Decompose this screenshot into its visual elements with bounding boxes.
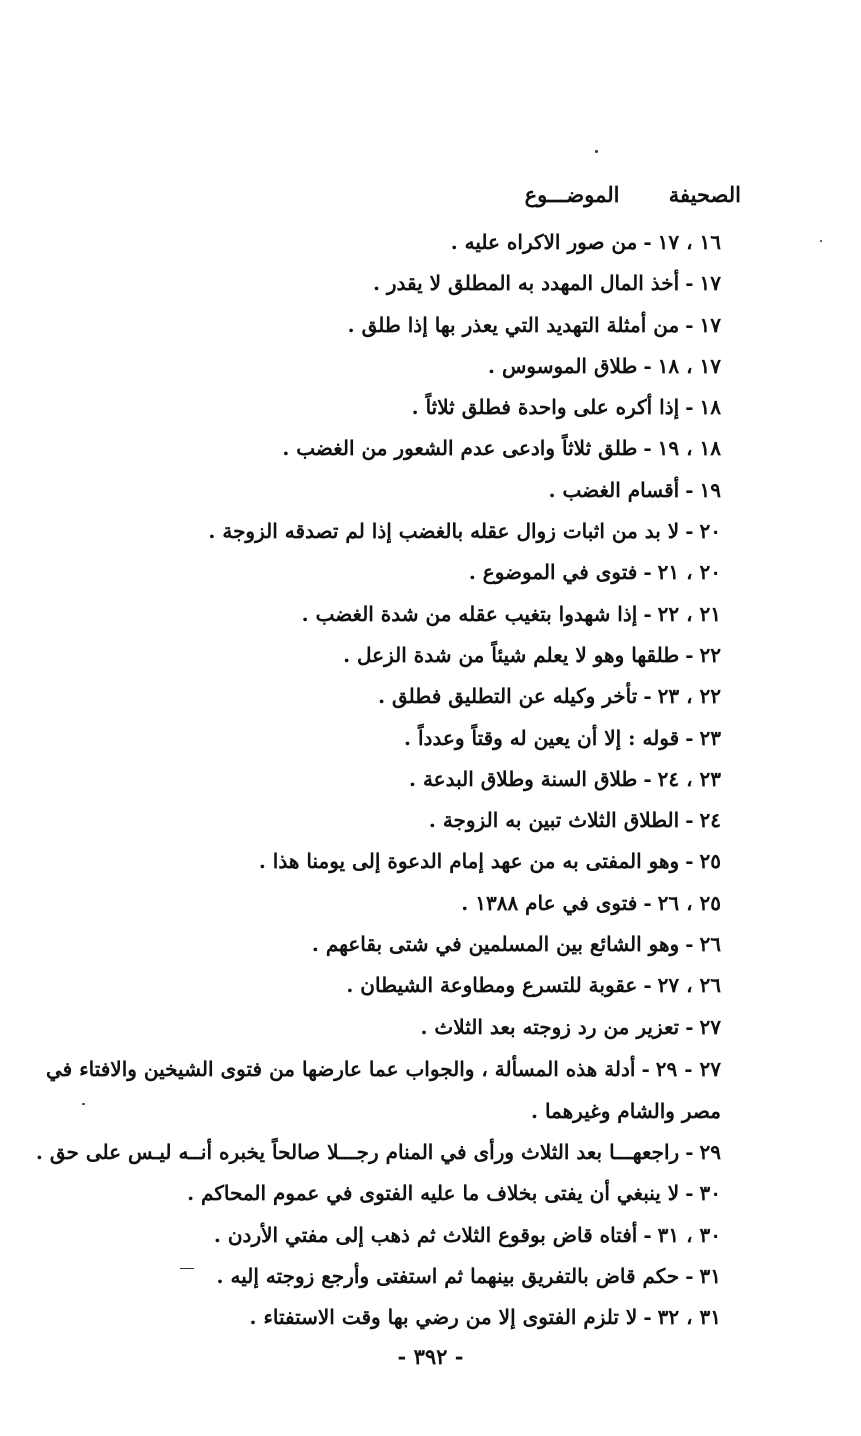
index-entry: ٣٠ ، ٣١-أفتاه قاض بوقوع الثلاث ثم ذهب إلى مفتي الأردن . [213, 1222, 721, 1247]
entry-pages: ١٨ [699, 395, 721, 420]
entry-pages: ٢٣ [699, 725, 721, 750]
entry-text: الطلاق الثلاث تبين به الزوجة . [428, 808, 680, 833]
entry-pages: ٢٦ ، ٢٧ [657, 973, 721, 998]
entry-pages: ١٩ [699, 477, 721, 502]
index-entry: ٢٧ - ٢٩-أدلة هذه المسألة ، والجواب عما عارضها من فتوى الشيخين والافتاء في مصر والشام وغيرهما . [46, 1056, 721, 1123]
index-entry: ٢٣ ، ٢٤-طلاق السنة وطلاق البدعة . [409, 766, 721, 791]
index-entry: ٣٠-لا ينبغي أن يفتى بخلاف ما عليه الفتوى في عموم المحاكم . [187, 1181, 721, 1206]
entry-pages: ٢٤ [699, 808, 721, 833]
entry-pages: ١٨ ، ١٩ [657, 436, 721, 461]
entry-pages: ٢٧ - ٢٩ [655, 1056, 721, 1081]
index-entry: ٣١-حكم قاض بالتفريق بينهما ثم استفتى وأرجع زوجته إليه . [216, 1263, 721, 1288]
scan-speck [82, 1103, 85, 1105]
index-entry: ٢٠-لا بد من اثبات زوال عقله بالغضب إذا لم تصدقه الزوجة . [208, 519, 721, 544]
entry-pages: ٢٣ ، ٢٤ [657, 766, 721, 791]
entry-text: من أمثلة التهديد التي يعذر بها إذا طلق . [347, 312, 680, 337]
entry-text: أفتاه قاض بوقوع الثلاث ثم ذهب إلى مفتي الأردن . [213, 1222, 638, 1247]
entry-text: من صور الاكراه عليه . [450, 230, 638, 254]
index-entry: ٢٣-قوله : إلا أن يعين له وقتاً وعدداً . [404, 725, 721, 750]
index-entry: ١٧-أخذ المال المهدد به المطلق لا يقدر . [372, 271, 721, 296]
entry-text: قوله : إلا أن يعين له وقتاً وعدداً . [404, 725, 680, 750]
entry-pages: ٢٠ [699, 519, 721, 544]
entry-pages: ١٧ ، ١٨ [657, 353, 721, 378]
entry-text: فتوى في الموضوع . [468, 560, 638, 585]
entry-text: طلق ثلاثاً وادعى عدم الشعور من الغضب . [282, 436, 638, 461]
entry-pages: ١٧ [699, 271, 721, 296]
entry-text: أخذ المال المهدد به المطلق لا يقدر . [372, 271, 680, 296]
table-header [525, 182, 741, 207]
entry-pages: ١٧ [699, 312, 721, 337]
entry-pages: ٣٠ [699, 1181, 721, 1206]
entry-text: لا تلزم الفتوى إلا من رضي بها وقت الاستفتاء . [249, 1305, 638, 1330]
index-entry: ٢٧-تعزير من رد زوجته بعد الثلاث . [420, 1014, 721, 1039]
index-entry: ٢٥ ، ٢٦-فتوى في عام ١٣٨٨ . [461, 890, 721, 915]
scan-speck [595, 150, 598, 153]
entry-text: طلاق الموسوس . [488, 353, 638, 378]
entry-pages: ٢٥ [699, 849, 721, 874]
entry-text: لا بد من اثبات زوال عقله بالغضب إذا لم تصدقه الزوجة . [208, 519, 680, 544]
index-entry: ١٩-أقسام الغضب . [548, 477, 721, 502]
entry-pages: ٢١ ، ٢٢ [657, 601, 721, 626]
index-entry: ١٧ ، ١٨-طلاق الموسوس . [488, 353, 721, 378]
index-entry: ٢٠ ، ٢١-فتوى في الموضوع . [468, 560, 721, 585]
entry-text: حكم قاض بالتفريق بينهما ثم استفتى وأرجع زوجته إليه . [216, 1263, 680, 1288]
entry-text: إذا أكره على واحدة فطلق ثلاثاً . [411, 395, 680, 420]
index-entry: ٢١ ، ٢٢-إذا شهدوا بتغيب عقله من شدة الغضب . [301, 601, 721, 626]
entry-pages: ٢٩ [699, 1139, 721, 1164]
entry-text: طلاق السنة وطلاق البدعة . [409, 766, 638, 791]
index-entry: ١٧-من أمثلة التهديد التي يعذر بها إذا طلق . [347, 312, 721, 337]
entry-pages: ٢٦ [699, 932, 721, 957]
entry-pages: ٣١ ، ٣٢ [657, 1305, 721, 1330]
index-entry: ٢٢ ، ٢٣-تأخر وكيله عن التطليق فطلق . [378, 684, 721, 709]
entry-text: وهو الشائع بين المسلمين في شتى بقاعهم . [311, 932, 680, 957]
index-entry: ٢٦ ، ٢٧-عقوبة للتسرع ومطاوعة الشيطان . [346, 973, 721, 998]
index-entry: ١٨ ، ١٩-طلق ثلاثاً وادعى عدم الشعور من الغضب . [282, 436, 721, 461]
entry-pages: ٢٧ [699, 1014, 721, 1039]
entry-pages: ٢٢ [699, 642, 721, 667]
index-entry: ٢٩-راجعهـــا بعد الثلاث ورأى في المنام رجـــلا صالحاً يخبره أنــه ليـس على حق . [35, 1139, 721, 1164]
entry-pages: ٣١ [699, 1263, 721, 1288]
header-topic-column: الموضـــوع [524, 182, 620, 207]
entry-pages: ٢٥ ، ٢٦ [657, 890, 721, 915]
entry-pages: ٣٠ ، ٣١ [657, 1222, 721, 1247]
index-entry: ٢٥-وهو المفتى به من عهد إمام الدعوة إلى يومنا هذا . [258, 849, 721, 874]
entry-pages: ٢٠ ، ٢١ [657, 560, 721, 585]
index-entry: ٢٦-وهو الشائع بين المسلمين في شتى بقاعهم . [311, 932, 721, 957]
index-entry: ٢٢-طلقها وهو لا يعلم شيئاً من شدة الزعل . [343, 642, 721, 667]
index-entry: ٢٤-الطلاق الثلاث تبين به الزوجة . [428, 808, 721, 833]
index-entry: ٣١ ، ٣٢-لا تلزم الفتوى إلا من رضي بها وقت الاستفتاء . [249, 1305, 721, 1330]
entry-text: عقوبة للتسرع ومطاوعة الشيطان . [346, 973, 638, 998]
entry-pages: ١٦ ، ١٧ [657, 230, 721, 254]
entry-text: إذا شهدوا بتغيب عقله من شدة الغضب . [301, 601, 638, 626]
entry-text: راجعهـــا بعد الثلاث ورأى في المنام رجـــلا صالحاً يخبره أنــه ليـس على حق . [35, 1139, 680, 1164]
scan-speck [180, 1268, 194, 1269]
page-number: - ٣٩٢ - [397, 1344, 464, 1369]
entry-text: لا ينبغي أن يفتى بخلاف ما عليه الفتوى في عموم المحاكم . [187, 1181, 680, 1206]
index-entries [35, 222, 721, 1338]
header-page-column: الصحيفة [668, 182, 741, 207]
entry-text: تعزير من رد زوجته بعد الثلاث . [420, 1014, 680, 1039]
entry-text: طلقها وهو لا يعلم شيئاً من شدة الزعل . [343, 642, 680, 667]
entry-pages: ٢٢ ، ٢٣ [657, 684, 721, 709]
entry-text: فتوى في عام ١٣٨٨ . [461, 890, 638, 915]
scan-speck [820, 240, 822, 242]
entry-text: تأخر وكيله عن التطليق فطلق . [378, 684, 638, 709]
entry-text: أدلة هذه المسألة ، والجواب عما عارضها من فتوى الشيخين والافتاء في مصر والشام وغيرهما . [46, 1056, 721, 1123]
entry-text: أقسام الغضب . [548, 477, 680, 502]
entry-text: وهو المفتى به من عهد إمام الدعوة إلى يومنا هذا . [258, 849, 680, 874]
index-entry: ١٨-إذا أكره على واحدة فطلق ثلاثاً . [411, 395, 721, 420]
index-entry: ١٦ ، ١٧-من صور الاكراه عليه . [450, 230, 721, 254]
